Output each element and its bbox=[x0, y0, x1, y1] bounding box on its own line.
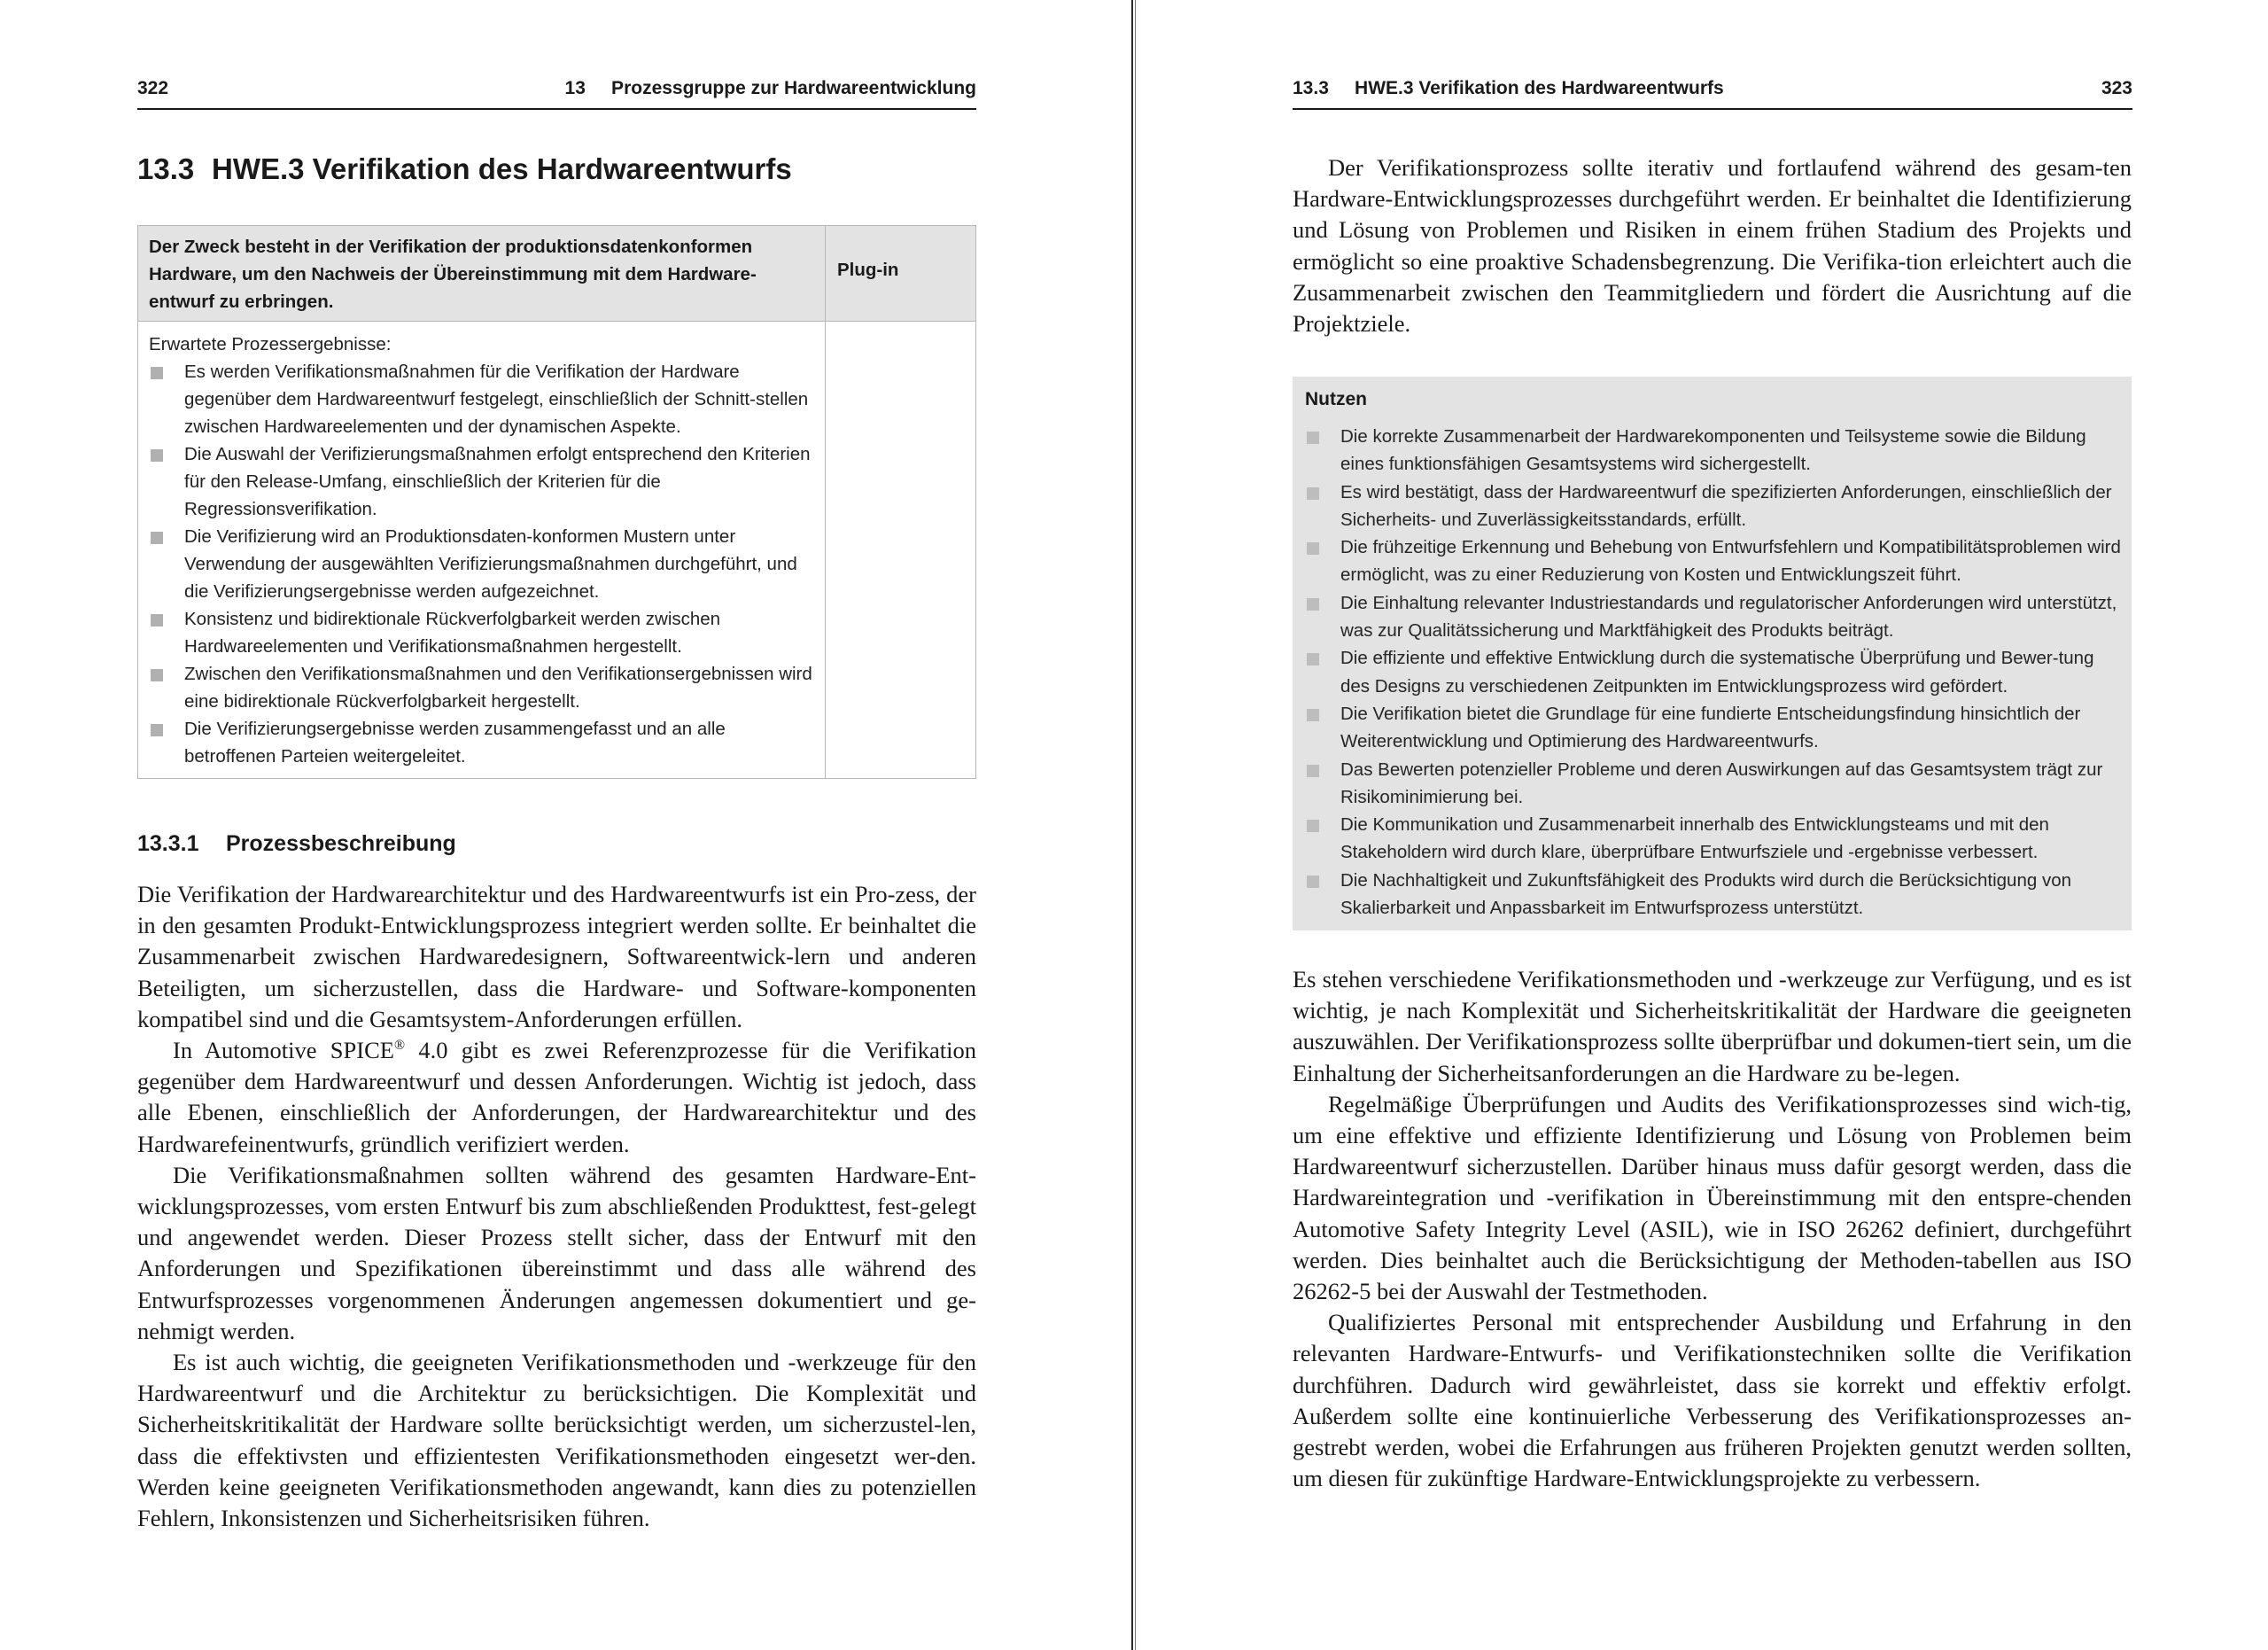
outcomes-heading: Erwartete Prozessergebnisse: bbox=[149, 334, 392, 354]
bullet-square-icon bbox=[151, 532, 163, 544]
right-page bbox=[1135, 0, 2268, 1650]
outcome-text: Zwischen den Verifikationsmaßnahmen und den Verifikationsergebnissen wird eine bidirektionale Rückverfolgbarkeit hergestellt. bbox=[184, 664, 812, 712]
bullet-square-icon bbox=[151, 614, 163, 627]
bullet-square-icon bbox=[151, 449, 163, 462]
benefit-box bbox=[1293, 377, 2132, 930]
bullet-square-icon bbox=[151, 367, 163, 379]
body-paragraph: Der Verifikationsprozess sollte iterativ und fortlaufend während des gesam-ten Hardware-Entwicklungsprozesses durchgeführt werden. Er beinhaltet die Identifizierung und Lösung von Problemen und Risiken in einem frühen Stadium des Projekts und ermöglicht so eine proaktive Schadensbegrenzung. Die Verifika-tion erleichtert auch die Zusammenarbeit zwischen den Teammitgliedern und fördert die Ausrichtung auf die Projektziele. bbox=[1293, 154, 2132, 338]
bullet-square-icon bbox=[1307, 876, 1319, 888]
benefit-title: Nutzen bbox=[1305, 389, 1367, 409]
purpose-line: Der Zweck besteht in der Verifikation der produktionsdatenkonformen bbox=[149, 237, 753, 257]
outcome-text: Die Verifizierung wird an Produktionsdaten-konformen Mustern unter Verwendung der ausgewählten Verifizierungsmaßnahmen durchgeführt, und die Verifizierungsergebnisse werden aufgezeichnet. bbox=[184, 526, 797, 602]
section-heading bbox=[137, 152, 792, 186]
benefit-text: Es wird bestätigt, dass der Hardwareentwurf die spezifizierten Anforderungen, einschließlich der Sicherheits- und Zuverlässigkeitsstandards, erfüllt. bbox=[1340, 481, 2112, 530]
left-page-number: 322 bbox=[137, 78, 169, 98]
outcome-item bbox=[149, 660, 818, 715]
benefit-text: Die Nachhaltigkeit und Zukunftsfähigkeit des Produkts wird durch die Berücksichtigung von Skalierbarkeit und Anpassbarkeit im Entwurfsprozess unterstützt. bbox=[1340, 869, 2071, 919]
bullet-square-icon bbox=[1307, 432, 1319, 444]
right-intro-text bbox=[1293, 152, 2132, 339]
benefit-item bbox=[1305, 533, 2121, 589]
section-number: 13.3 bbox=[137, 152, 195, 185]
benefit-text: Die Kommunikation und Zusammenarbeit innerhalb des Entwicklungsteams und mit den Stakeholdern wird durch klare, überprüfbare Entwurfsziele und -ergebnisse verbessert. bbox=[1340, 814, 2049, 863]
right-page-number: 323 bbox=[2101, 78, 2132, 98]
bullet-square-icon bbox=[1307, 765, 1319, 777]
outcome-text: Es werden Verifikationsmaßnahmen für die Verifikation der Hardware gegenüber dem Hardwareentwurf festgelegt, einschließlich der Schnitt-stellen zwischen Hardwareelementen und der dynamischen Aspekte. bbox=[184, 362, 809, 437]
process-table-divider bbox=[825, 226, 826, 778]
outcome-item bbox=[149, 523, 818, 605]
bullet-square-icon bbox=[1307, 598, 1319, 611]
body-paragraph: Es stehen verschiedene Verifikationsmethoden und -werkzeuge zur Verfügung, und es ist wichtig, je nach Komplexität und Sicherheitskritikalität der Hardware die geeigneten auszuwählen. Der Verifikationsprozess sollte überprüfbar und dokumen-tiert sein, um die Einhaltung der Sicherheitsanforderungen an die Hardware zu be-legen. bbox=[1293, 966, 2132, 1086]
bullet-square-icon bbox=[1307, 709, 1319, 721]
process-table bbox=[137, 225, 976, 779]
bullet-square-icon bbox=[1307, 820, 1319, 832]
left-page bbox=[0, 0, 1133, 1650]
right-running-header bbox=[1293, 78, 2132, 110]
benefit-text: Die Verifikation bietet die Grundlage für eine fundierte Entscheidungsfindung hinsichtlich der Weiterentwicklung und Optimierung des Hardwareentwurfs. bbox=[1340, 703, 2081, 752]
benefit-text: Die effiziente und effektive Entwicklung durch die systematische Überprüfung und Bewer-tung des Designs zu verschiedenen Zeitpunkten im Entwicklungsprozess wird gefördert. bbox=[1340, 648, 2094, 697]
outcomes-list bbox=[149, 358, 818, 770]
bullet-square-icon bbox=[1307, 487, 1319, 500]
benefit-item bbox=[1305, 867, 2121, 922]
benefit-item bbox=[1305, 756, 2121, 812]
outcome-text: Konsistenz und bidirektionale Rückverfolgbarkeit werden zwischen Hardwareelementen und Verifikationsmaßnahmen hergestellt. bbox=[184, 609, 721, 657]
right-header-section: 13.3 HWE.3 Verifikation des Hardwareentwurfs bbox=[1293, 78, 1724, 98]
body-paragraph: Die Verifikationsmaßnahmen sollten während des gesamten Hardware-Ent-wicklungsprozesses, vom ersten Entwurf bis zum abschließenden Produkttest, fest-gelegt und angewendet werden. Dieser Prozess stellt sicher, dass der Entwurf mit den Anforderungen und Spezifikationen übereinstimmt und dass alle während des Entwurfsprozesses vorgenommenen Änderungen angemessen dokumentiert und ge-nehmigt werden. bbox=[137, 1161, 976, 1344]
section-title: HWE.3 Verifikation des Hardwareentwurfs bbox=[212, 152, 792, 185]
benefit-item bbox=[1305, 423, 2121, 479]
outcome-item bbox=[149, 358, 818, 440]
bullet-square-icon bbox=[1307, 653, 1319, 665]
benefit-item bbox=[1305, 479, 2121, 534]
body-paragraph: Regelmäßige Überprüfungen und Audits des Verifikationsprozesses sind wich-tig, um eine effektive und effiziente Identifizierung und Lösung von Problemen beim Hardwareentwurf sicherzustellen. Darüber hinaus muss dafür gesorgt werden, dass die Hardwareintegration und -verifikation in Übereinstimmung mit den entspre-chenden Automotive Safety Integrity Level (ASIL), wie in ISO 26262 definiert, durchgeführt werden. Dies beinhaltet auch die Berücksichtigung der Methoden-tabellen aus ISO 26262-5 bei der Auswahl der Testmethoden. bbox=[1293, 1090, 2132, 1305]
subsection-number: 13.3.1 bbox=[137, 831, 199, 856]
body-paragraph: Qualifiziertes Personal mit entsprechender Ausbildung und Erfahrung in den relevanten Hardware-Entwurfs- und Verifikationstechniken sollte die Verifikation durchführen. Dadurch wird gewährleistet, dass sie korrekt und effektiv erfolgt. Außerdem sollte eine kontinuierliche Verbesserung des Verifikationsprozesses an-gestrebt werden, wobei die Erfahrungen aus früheren Projekten genutzt werden sollten, um diesen für zukünftige Hardware-Entwicklungsprojekte zu verbessern. bbox=[1293, 1309, 2132, 1492]
left-header-chapter: 13 Prozessgruppe zur Hardwareentwicklung bbox=[564, 78, 976, 98]
outcome-text: Die Auswahl der Verifizierungsmaßnahmen erfolgt entsprechend den Kriterien für den Release-Umfang, einschließlich der Kriterien für die Regressionsverifikation. bbox=[184, 444, 811, 519]
subsection-heading bbox=[137, 831, 456, 857]
purpose-line: entwurf zu erbringen. bbox=[149, 292, 334, 312]
outcome-item bbox=[149, 440, 818, 523]
outcome-item bbox=[149, 605, 818, 660]
benefit-item bbox=[1305, 589, 2121, 645]
process-purpose bbox=[149, 233, 804, 315]
benefit-text: Die Einhaltung relevanter Industriestandards und regulatorischer Anforderungen wird unterstützt, was zur Qualitätssicherung und Marktfähigkeit des Produkts beiträgt. bbox=[1340, 592, 2117, 642]
benefit-text: Das Bewerten potenzieller Probleme und deren Auswirkungen auf das Gesamtsystem trägt zur Risikominimierung bei. bbox=[1340, 759, 2103, 807]
body-paragraph: Es ist auch wichtig, die geeigneten Verifikationsmethoden und -werkzeuge für den Hardwareentwurf und die Architektur zu berücksichtigen. Die Komplexität und Sicherheitskritikalität der Hardware sollte berücksichtigt werden, um sicherzustel-len, dass die effektivsten und effizientesten Verifikationsmethoden eingesetzt wer-den. Werden keine geeigneten Verifikationsmethoden angewandt, kann dies zu potenziellen Fehlern, Inkonsistenzen und Sicherheitsrisiken führen. bbox=[137, 1349, 976, 1532]
right-body-text bbox=[1293, 964, 2132, 1494]
left-body-text bbox=[137, 879, 976, 1534]
outcome-item bbox=[149, 715, 818, 770]
subsection-title: Prozessbeschreibung bbox=[226, 831, 456, 856]
left-running-header bbox=[137, 78, 976, 110]
body-paragraph: Die Verifikation der Hardwarearchitektur und des Hardwareentwurfs ist ein Pro-zess, der in den gesamten Produkt-Entwicklungsprozess integriert werden sollte. Er beinhaltet die Zusammenarbeit zwischen Hardwaredesignern, Softwareentwick-lern und anderen Beteiligten, um sicherzustellen, dass die Hardware- und Software-komponenten kompatibel sind und die Gesamtsystem-Anforderungen erfüllen. bbox=[137, 881, 976, 1032]
bullet-square-icon bbox=[151, 724, 163, 736]
outcome-text: Die Verifizierungsergebnisse werden zusammengefasst und an alle betroffenen Parteien weitergeleitet. bbox=[184, 719, 726, 767]
bullet-square-icon bbox=[1307, 542, 1319, 555]
benefit-text: Die frühzeitige Erkennung und Behebung von Entwurfsfehlern und Kompatibilitätsproblemen wird ermöglicht, was zu einer Reduzierung von Kosten und Entwicklungszeit führt. bbox=[1340, 537, 2121, 586]
plugin-label: Plug-in bbox=[837, 260, 899, 280]
benefit-item bbox=[1305, 700, 2121, 756]
bullet-square-icon bbox=[151, 669, 163, 681]
benefit-text: Die korrekte Zusammenarbeit der Hardwarekomponenten und Teilsysteme sowie die Bildung eines funktionsfähigen Gesamtsystems wird sichergestellt. bbox=[1340, 426, 2086, 475]
benefit-item bbox=[1305, 644, 2121, 700]
process-outcomes bbox=[149, 331, 818, 770]
benefit-list bbox=[1305, 423, 2121, 922]
registered-mark: ® bbox=[393, 1038, 406, 1054]
body-paragraph: In Automotive SPICE® 4.0 gibt es zwei Referenzprozesse für die Verifikation gegenüber dem Hardwareentwurf und dessen Anforderungen. Wichtig ist jedoch, dass alle Ebenen, einschließlich der Anforderungen, der Hardwarearchitektur und des Hardwarefeinentwurfs, gründlich verifiziert werden. bbox=[137, 1037, 976, 1157]
purpose-line: Hardware, um den Nachweis der Übereinstimmung mit dem Hardware- bbox=[149, 264, 757, 284]
benefit-item bbox=[1305, 811, 2121, 867]
